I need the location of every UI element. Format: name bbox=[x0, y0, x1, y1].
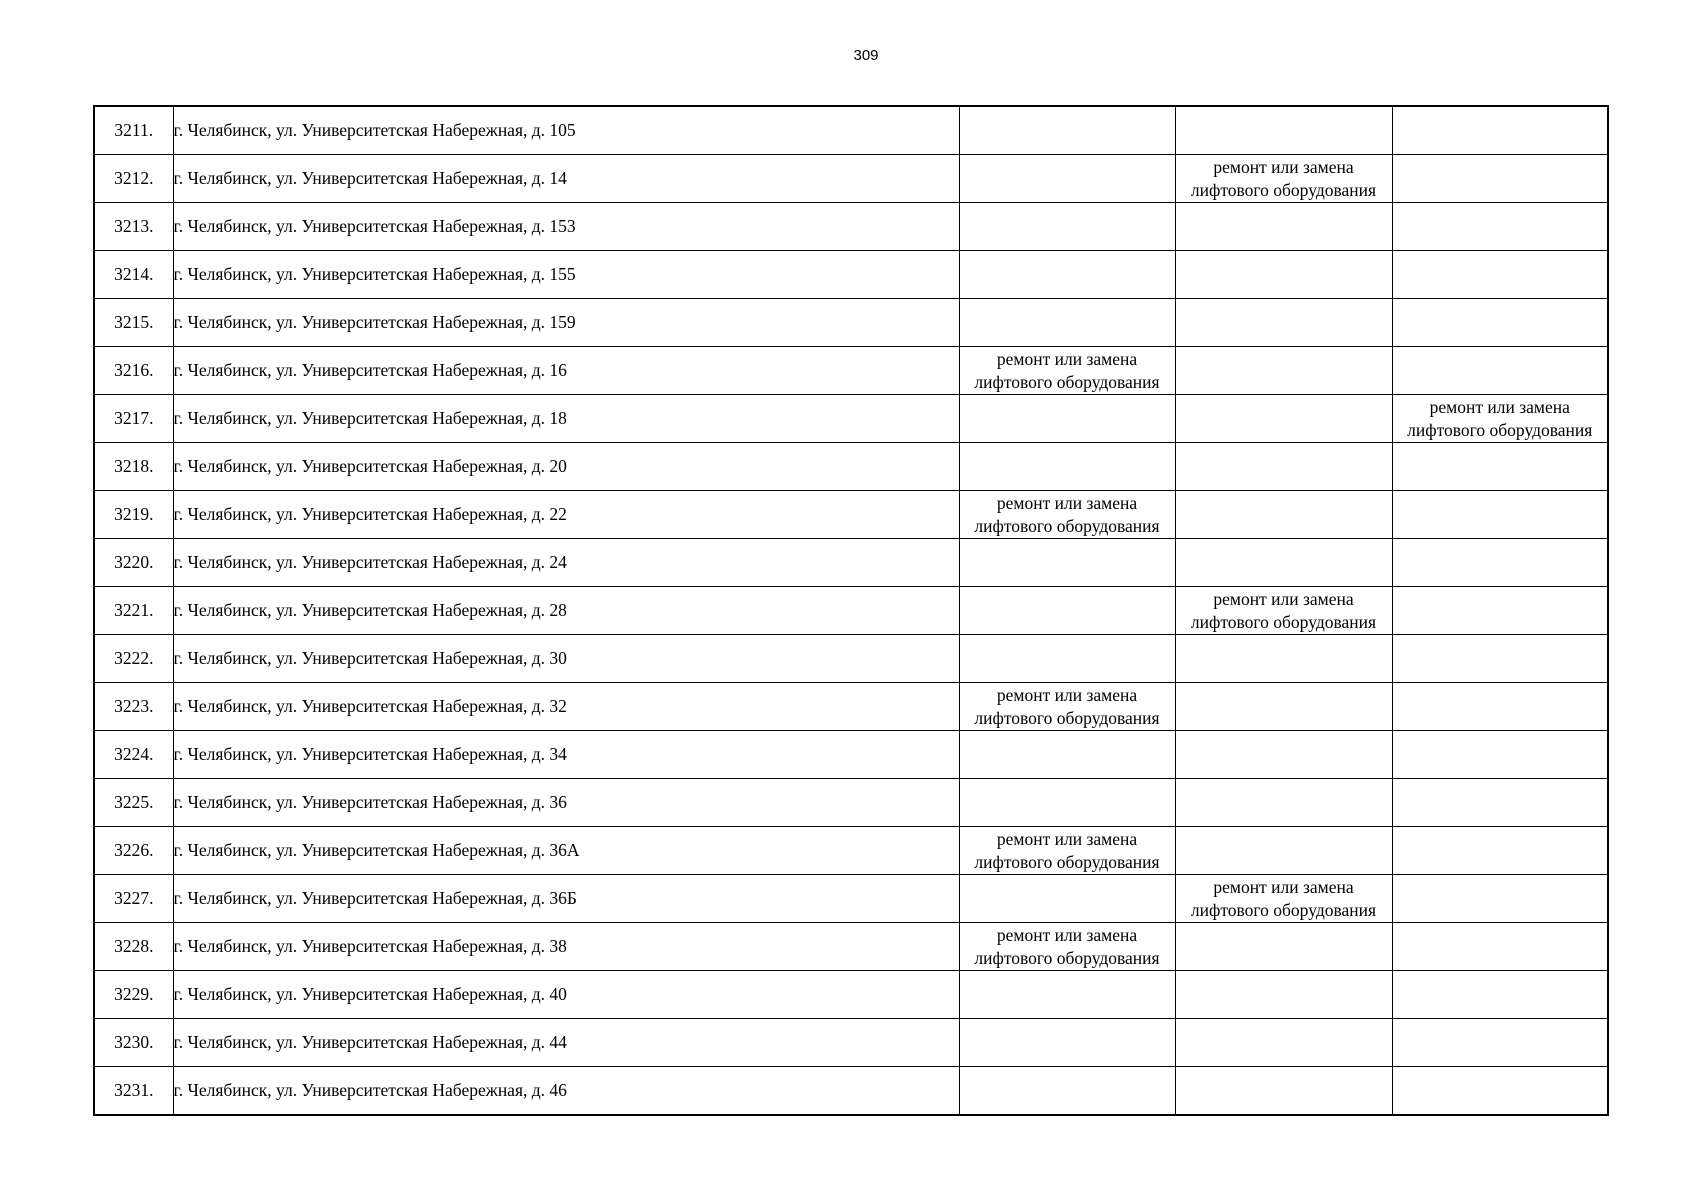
row-work-col-1 bbox=[959, 395, 1175, 443]
table-row bbox=[94, 731, 1608, 779]
row-number: 3230. bbox=[94, 1019, 173, 1067]
row-address: г. Челябинск, ул. Университетская Набережная, д. 155 bbox=[173, 251, 959, 299]
row-work-col-1 bbox=[959, 1019, 1175, 1067]
row-work-col-2 bbox=[1175, 923, 1392, 971]
row-work-col-3 bbox=[1392, 203, 1608, 251]
row-number: 3221. bbox=[94, 587, 173, 635]
row-work-col-3 bbox=[1392, 971, 1608, 1019]
row-work-col-1 bbox=[959, 251, 1175, 299]
row-work-col-2 bbox=[1175, 443, 1392, 491]
row-address: г. Челябинск, ул. Университетская Набережная, д. 24 bbox=[173, 539, 959, 587]
row-address: г. Челябинск, ул. Университетская Набережная, д. 46 bbox=[173, 1067, 959, 1116]
table-row bbox=[94, 155, 1608, 203]
row-work-col-2 bbox=[1175, 299, 1392, 347]
table-row bbox=[94, 635, 1608, 683]
row-number: 3218. bbox=[94, 443, 173, 491]
row-work-col-3 bbox=[1392, 347, 1608, 395]
table-row bbox=[94, 203, 1608, 251]
row-address: г. Челябинск, ул. Университетская Набережная, д. 28 bbox=[173, 587, 959, 635]
row-number: 3217. bbox=[94, 395, 173, 443]
row-work-col-1 bbox=[959, 875, 1175, 923]
table-row bbox=[94, 347, 1608, 395]
row-work-col-1 bbox=[959, 106, 1175, 155]
row-number: 3226. bbox=[94, 827, 173, 875]
row-number: 3228. bbox=[94, 923, 173, 971]
row-address: г. Челябинск, ул. Университетская Набережная, д. 38 bbox=[173, 923, 959, 971]
row-work-col-1: ремонт или замена лифтового оборудования bbox=[959, 683, 1175, 731]
row-work-col-2 bbox=[1175, 203, 1392, 251]
row-address: г. Челябинск, ул. Университетская Набережная, д. 44 bbox=[173, 1019, 959, 1067]
row-work-col-3 bbox=[1392, 251, 1608, 299]
row-work-col-3 bbox=[1392, 299, 1608, 347]
row-work-col-1 bbox=[959, 155, 1175, 203]
row-work-col-1 bbox=[959, 443, 1175, 491]
row-work-col-3: ремонт или замена лифтового оборудования bbox=[1392, 395, 1608, 443]
table-row bbox=[94, 106, 1608, 155]
row-work-col-2 bbox=[1175, 395, 1392, 443]
row-address: г. Челябинск, ул. Университетская Набережная, д. 14 bbox=[173, 155, 959, 203]
row-number: 3214. bbox=[94, 251, 173, 299]
row-address: г. Челябинск, ул. Университетская Набережная, д. 32 bbox=[173, 683, 959, 731]
table-row bbox=[94, 395, 1608, 443]
row-work-col-2 bbox=[1175, 347, 1392, 395]
row-address: г. Челябинск, ул. Университетская Набережная, д. 159 bbox=[173, 299, 959, 347]
row-number: 3225. bbox=[94, 779, 173, 827]
row-address: г. Челябинск, ул. Университетская Набережная, д. 40 bbox=[173, 971, 959, 1019]
row-work-col-1 bbox=[959, 539, 1175, 587]
row-work-col-3 bbox=[1392, 683, 1608, 731]
row-work-col-2: ремонт или замена лифтового оборудования bbox=[1175, 875, 1392, 923]
row-work-col-1: ремонт или замена лифтового оборудования bbox=[959, 923, 1175, 971]
row-address: г. Челябинск, ул. Университетская Набережная, д. 20 bbox=[173, 443, 959, 491]
row-number: 3215. bbox=[94, 299, 173, 347]
table-row bbox=[94, 443, 1608, 491]
row-work-col-3 bbox=[1392, 779, 1608, 827]
row-work-col-2 bbox=[1175, 106, 1392, 155]
row-number: 3223. bbox=[94, 683, 173, 731]
table-row bbox=[94, 971, 1608, 1019]
row-number: 3219. bbox=[94, 491, 173, 539]
row-work-col-3 bbox=[1392, 1067, 1608, 1116]
row-work-col-3 bbox=[1392, 923, 1608, 971]
row-work-col-1: ремонт или замена лифтового оборудования bbox=[959, 491, 1175, 539]
row-work-col-2 bbox=[1175, 731, 1392, 779]
row-address: г. Челябинск, ул. Университетская Набережная, д. 153 bbox=[173, 203, 959, 251]
row-work-col-1 bbox=[959, 635, 1175, 683]
page-number: 309 bbox=[853, 47, 879, 64]
row-work-col-1 bbox=[959, 203, 1175, 251]
row-work-col-2 bbox=[1175, 827, 1392, 875]
row-work-col-1 bbox=[959, 731, 1175, 779]
table-row bbox=[94, 1019, 1608, 1067]
row-work-col-3 bbox=[1392, 539, 1608, 587]
row-work-col-1: ремонт или замена лифтового оборудования bbox=[959, 347, 1175, 395]
row-work-col-3 bbox=[1392, 587, 1608, 635]
row-address: г. Челябинск, ул. Университетская Набережная, д. 36 bbox=[173, 779, 959, 827]
row-number: 3220. bbox=[94, 539, 173, 587]
table-row bbox=[94, 299, 1608, 347]
row-work-col-2 bbox=[1175, 971, 1392, 1019]
row-work-col-3 bbox=[1392, 443, 1608, 491]
row-work-col-3 bbox=[1392, 491, 1608, 539]
row-work-col-2 bbox=[1175, 683, 1392, 731]
row-work-col-2: ремонт или замена лифтового оборудования bbox=[1175, 587, 1392, 635]
row-work-col-3 bbox=[1392, 155, 1608, 203]
row-number: 3222. bbox=[94, 635, 173, 683]
table-row bbox=[94, 923, 1608, 971]
table-row bbox=[94, 779, 1608, 827]
row-address: г. Челябинск, ул. Университетская Набережная, д. 36А bbox=[173, 827, 959, 875]
row-work-col-3 bbox=[1392, 1019, 1608, 1067]
row-address: г. Челябинск, ул. Университетская Набережная, д. 22 bbox=[173, 491, 959, 539]
row-address: г. Челябинск, ул. Университетская Набережная, д. 16 bbox=[173, 347, 959, 395]
row-work-col-2 bbox=[1175, 779, 1392, 827]
table-row bbox=[94, 683, 1608, 731]
row-number: 3224. bbox=[94, 731, 173, 779]
row-work-col-1 bbox=[959, 587, 1175, 635]
row-work-col-3 bbox=[1392, 731, 1608, 779]
row-work-col-2: ремонт или замена лифтового оборудования bbox=[1175, 155, 1392, 203]
row-number: 3211. bbox=[94, 106, 173, 155]
row-work-col-3 bbox=[1392, 827, 1608, 875]
table-row bbox=[94, 1067, 1608, 1116]
register-table bbox=[93, 105, 1609, 1116]
table-row bbox=[94, 491, 1608, 539]
row-address: г. Челябинск, ул. Университетская Набережная, д. 36Б bbox=[173, 875, 959, 923]
row-number: 3229. bbox=[94, 971, 173, 1019]
row-work-col-3 bbox=[1392, 106, 1608, 155]
row-work-col-3 bbox=[1392, 635, 1608, 683]
row-work-col-3 bbox=[1392, 875, 1608, 923]
row-work-col-2 bbox=[1175, 251, 1392, 299]
table-body bbox=[94, 106, 1608, 1115]
row-address: г. Челябинск, ул. Университетская Набережная, д. 34 bbox=[173, 731, 959, 779]
row-number: 3213. bbox=[94, 203, 173, 251]
table-row bbox=[94, 827, 1608, 875]
table-row bbox=[94, 539, 1608, 587]
row-work-col-2 bbox=[1175, 491, 1392, 539]
row-number: 3212. bbox=[94, 155, 173, 203]
row-work-col-2 bbox=[1175, 1067, 1392, 1116]
row-work-col-2 bbox=[1175, 1019, 1392, 1067]
table-row bbox=[94, 587, 1608, 635]
row-work-col-1 bbox=[959, 779, 1175, 827]
row-work-col-1: ремонт или замена лифтового оборудования bbox=[959, 827, 1175, 875]
row-address: г. Челябинск, ул. Университетская Набережная, д. 30 bbox=[173, 635, 959, 683]
row-work-col-1 bbox=[959, 971, 1175, 1019]
row-address: г. Челябинск, ул. Университетская Набережная, д. 18 bbox=[173, 395, 959, 443]
row-number: 3216. bbox=[94, 347, 173, 395]
table-row bbox=[94, 251, 1608, 299]
row-work-col-1 bbox=[959, 299, 1175, 347]
row-work-col-1 bbox=[959, 1067, 1175, 1116]
row-address: г. Челябинск, ул. Университетская Набережная, д. 105 bbox=[173, 106, 959, 155]
row-number: 3227. bbox=[94, 875, 173, 923]
row-number: 3231. bbox=[94, 1067, 173, 1116]
row-work-col-2 bbox=[1175, 635, 1392, 683]
table-row bbox=[94, 875, 1608, 923]
row-work-col-2 bbox=[1175, 539, 1392, 587]
